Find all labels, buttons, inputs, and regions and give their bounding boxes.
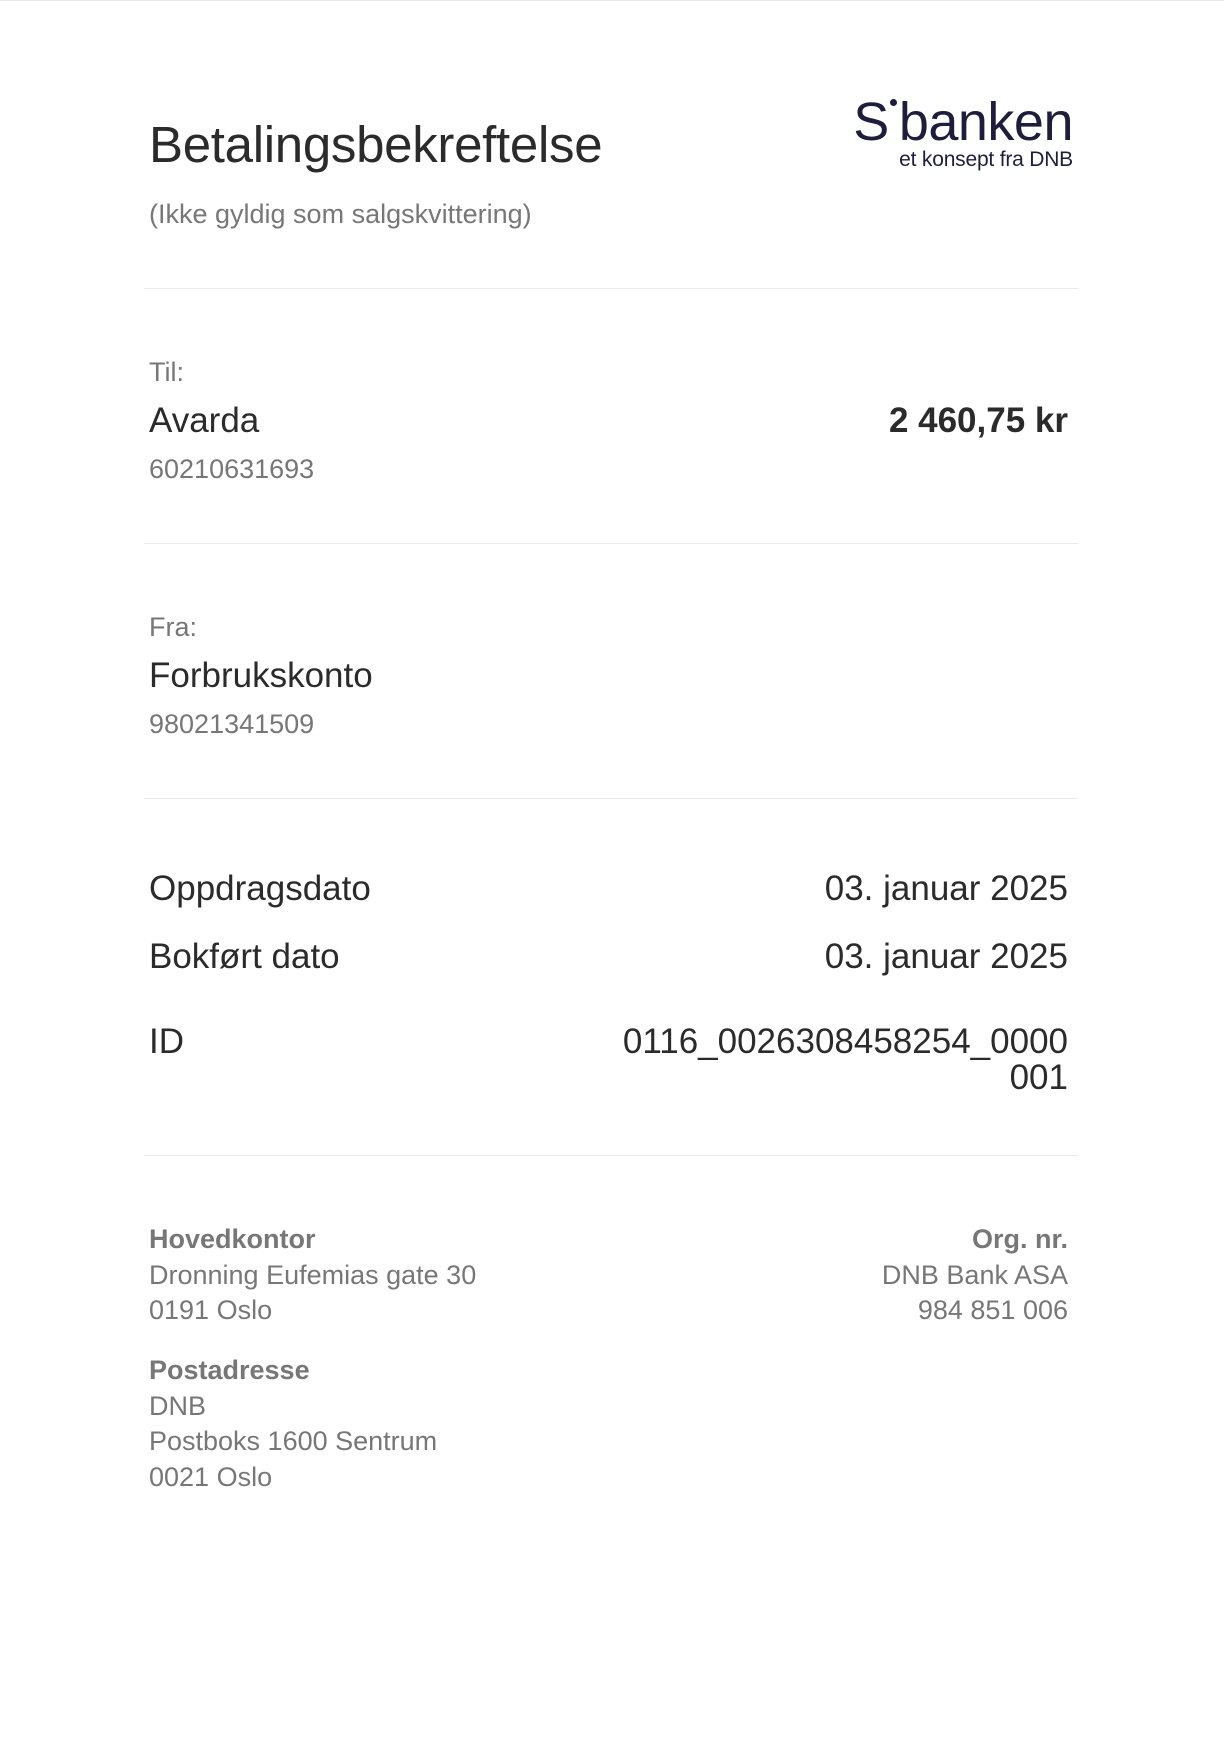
logo-dot-icon	[890, 99, 897, 106]
recipient-label: Til:	[149, 357, 184, 387]
transaction-id-value	[623, 1024, 1068, 1096]
sender-account-name: Forbrukskonto	[149, 656, 373, 695]
recipient-account-number: 60210631693	[149, 454, 315, 484]
sender-account-number: 98021341509	[149, 709, 315, 739]
head-office-block	[149, 1222, 476, 1329]
transaction-id-line-1: 0116_0026308458254_0000	[622, 1022, 1068, 1061]
org-number-block	[882, 1222, 1068, 1329]
postal-address-name: DNB	[149, 1390, 207, 1421]
id-label: ID	[149, 1022, 184, 1061]
logo-wordmark	[843, 93, 1073, 151]
postal-address-city: 0021 Oslo	[149, 1461, 273, 1492]
sender-label: Fra:	[149, 612, 198, 642]
org-number-heading: Org. nr.	[971, 1224, 1068, 1254]
booked-date-value: 03. januar 2025	[824, 937, 1068, 976]
divider	[144, 543, 1078, 544]
order-date-value: 03. januar 2025	[824, 869, 1068, 908]
head-office-heading: Hovedkontor	[149, 1224, 316, 1254]
head-office-street: Dronning Eufemias gate 30	[149, 1259, 477, 1290]
document-header	[149, 1, 1073, 289]
transaction-id-line-2: 001	[1009, 1058, 1068, 1097]
postal-address-heading: Postadresse	[149, 1355, 310, 1385]
payment-amount: 2 460,75 kr	[888, 401, 1068, 440]
logo-word-rest: banken	[898, 92, 1073, 152]
document-body	[149, 1, 1073, 1492]
logo-letter-s: S	[853, 92, 889, 152]
page-subtitle: (Ikke gyldig som salgskvittering)	[149, 199, 532, 229]
divider	[144, 288, 1078, 289]
page-title: Betalingsbekreftelse	[149, 116, 603, 173]
org-number-value: 984 851 006	[917, 1295, 1068, 1325]
divider	[144, 798, 1078, 799]
sbanken-logo	[843, 93, 1073, 172]
postal-address-block	[149, 1353, 437, 1495]
logo-tagline: et konsept fra DNB	[899, 148, 1073, 171]
head-office-city: 0191 Oslo	[149, 1295, 273, 1325]
org-company-name: DNB Bank ASA	[881, 1259, 1068, 1290]
booked-date-label: Bokført dato	[149, 937, 340, 976]
recipient-name: Avarda	[149, 401, 260, 440]
order-date-label: Oppdragsdato	[149, 869, 371, 908]
divider	[144, 1155, 1078, 1156]
postal-address-box: Postboks 1600 Sentrum	[149, 1426, 438, 1456]
